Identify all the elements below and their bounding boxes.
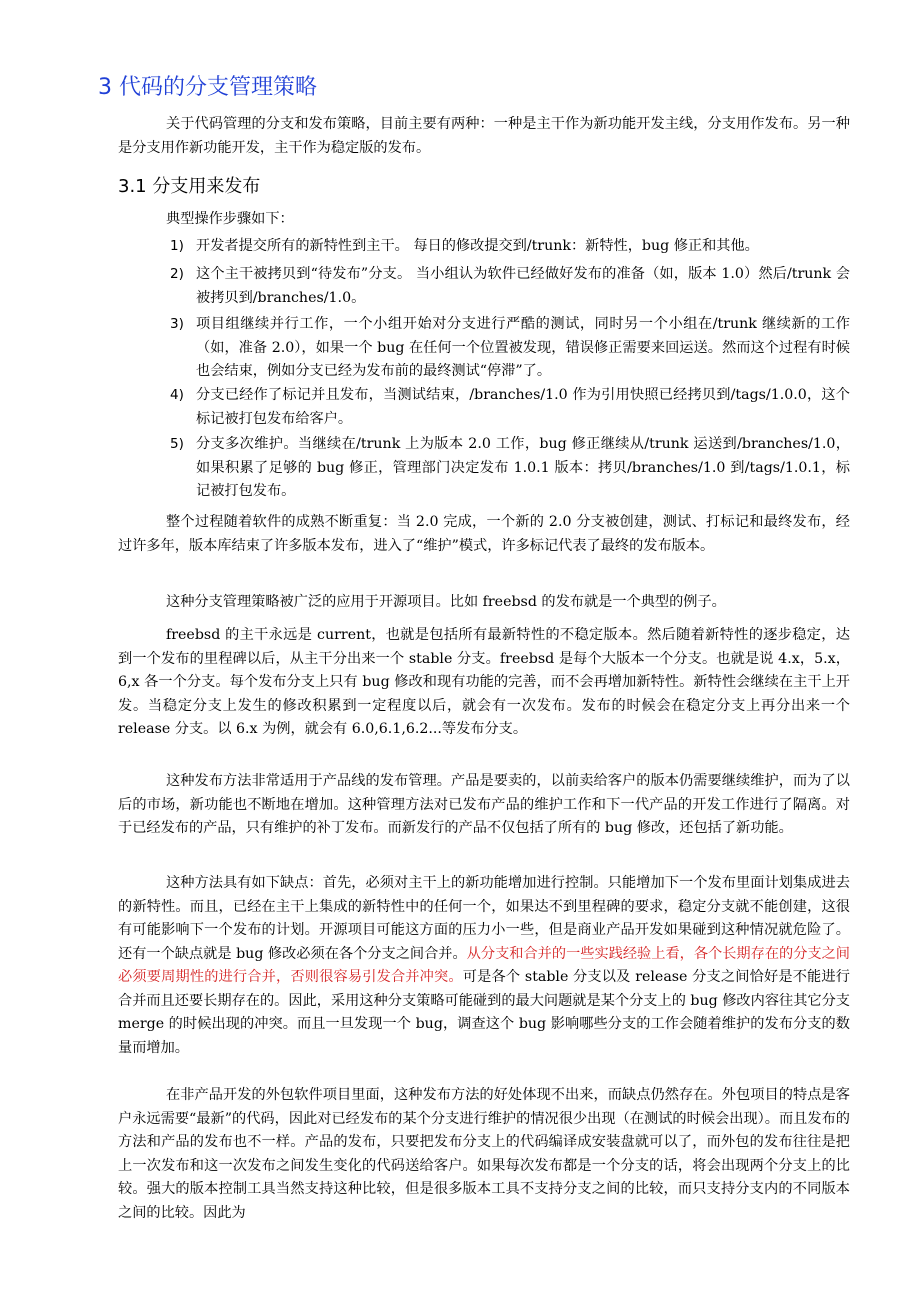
step-number: 4) <box>170 387 184 403</box>
drawback-text-b: 可是各个 stable 分支以及 release 分支之间恰好是不能进行合并而且还要长期存在的。因此，采用这种分支策略可能碰到的最大问题就是某个分支上的 bug 修改内容往其它分支 merge 的时候出现的冲突。而且一旦发现一个 bug，调查这个 bug 影响哪些分支的工作会随着维护的发布分支的数量而增加。 <box>118 969 850 1056</box>
step-number: 5) <box>170 436 184 452</box>
product-paragraph: 这种发布方法非常适用于产品线的发布管理。产品是要卖的，以前卖给客户的版本仍需要继续维护，而为了以后的市场，新功能也不断地在增加。这种管理方法对已发布产品的维护工作和下一代产品的开发工作进行了隔离。对于已经发布的产品，只有维护的补丁发布。而新发行的产品不仅包括了所有的 bug 修改，还包括了新功能。 <box>118 773 850 836</box>
subsection-heading: 3.1 分支用来发布 <box>118 176 261 197</box>
step-item-4 <box>170 384 850 431</box>
step-number: 1) <box>170 238 184 254</box>
step-item-5 <box>170 433 850 504</box>
cycle-paragraph: 整个过程随着软件的成熟不断重复：当 2.0 完成，一个新的 2.0 分支被创建，测试、打标记和最终发布，经过许多年，版本库结束了许多版本发布，进入了“维护”模式，许多标记代表了最终的发布版本。 <box>118 514 850 554</box>
step-number: 2) <box>170 266 184 282</box>
step-text: 分支已经作了标记并且发布，当测试结束，/branches/1.0 作为引用快照已经拷贝到/tags/1.0.0，这个标记被打包发布给客户。 <box>196 387 850 427</box>
drawback-highlight: 从分支和合并的一些实践经验上看，各个长期存在的分支之间必须要周期性的进行合并，否则很容易引发合并冲突。 <box>118 945 850 985</box>
drawback-text-a: 这种方法具有如下缺点：首先，必须对主干上的新功能增加进行控制。只能增加下一个发布里面计划集成进去的新特性。而且，已经在主干上集成的新特性中的任何一个，如果达不到里程碑的要求，稳定分支就不能创建，这很有可能影响下一个发布的计划。开源项目可能这方面的压力小一些，但是商业产品开发如果碰到这种情况就危险了。还有一个缺点就是 bug 修改必须在各个分支之间合并。 <box>118 875 850 962</box>
step-item-1 <box>170 235 850 259</box>
step-item-3 <box>170 313 850 384</box>
outsource-paragraph: 在非产品开发的外包软件项目里面，这种发布方法的好处体现不出来，而缺点仍然存在。外包项目的特点是客户永远需要“最新”的代码，因此对已经发布的某个分支进行维护的情况很少出现（在测试的时候会出现）。而且发布的方法和产品的发布也不一样。产品的发布，只要把发布分支上的代码编译成安装盘就可以了，而外包的发布往往是把上一次发布和这一次发布之间发生变化的代码送给客户。如果每次发布都是一个分支的话，将会出现两个分支上的比较。强大的版本控制工具当然支持这种比较，但是很多版本工具不支持分支之间的比较，而只支持分支内的不同版本之间的比较。因此为 <box>118 1087 850 1221</box>
step-text: 分支多次维护。当继续在/trunk 上为版本 2.0 工作，bug 修正继续从/trunk 运送到/branches/1.0，如果积累了足够的 bug 修正，管理部门决定发布 1.0.1 版本：拷贝/branches/1.0 到/tags/1.0.1，标记被打包发布。 <box>196 436 850 499</box>
opensource-paragraph: 这种分支管理策略被广泛的应用于开源项目。比如 freebsd 的发布就是一个典型的例子。 <box>166 594 726 610</box>
intro-paragraph: 关于代码管理的分支和发布策略，目前主要有两种：一种是主干作为新功能开发主线，分支用作发布。另一种是分支用作新功能开发，主干作为稳定版的发布。 <box>118 116 850 156</box>
step-text: 项目组继续并行工作，一个小组开始对分支进行严酷的测试，同时另一个小组在/trunk 继续新的工作（如，准备 2.0），如果一个 bug 在任何一个位置被发现，错误修正需要来回运送。然而这个过程有时候也会结束，例如分支已经为发布前的最终测试“停滞”了。 <box>196 316 850 379</box>
step-text: 开发者提交所有的新特性到主干。 每日的修改提交到/trunk：新特性，bug 修正和其他。 <box>196 238 759 254</box>
steps-intro: 典型操作步骤如下： <box>166 211 294 227</box>
step-item-2 <box>170 263 850 310</box>
section-heading: 3 代码的分支管理策略 <box>98 75 317 100</box>
freebsd-paragraph: freebsd 的主干永远是 current，也就是包括所有最新特性的不稳定版本。然后随着新特性的逐步稳定，达到一个发布的里程碑以后，从主干分出来一个 stable 分支。freebsd 是每个大版本一个分支。也就是说 4.x，5.x，6,x 各一个分支。每个发布分支上只有 bug 修改和现有功能的完善，而不会再增加新特性。新特性会继续在主干上开发。当稳定分支上发生的修改积累到一定程度以后，就会有一次发布。发布的时候会在稳定分支上再分出来一个 release 分支。以 6.x 为例，就会有 6.0,6.1,6.2...等发布分支。 <box>118 627 850 737</box>
step-text: 这个主干被拷贝到“待发布”分支。 当小组认为软件已经做好发布的准备（如，版本 1.0）然后/trunk 会被拷贝到/branches/1.0。 <box>196 266 850 306</box>
step-number: 3) <box>170 316 184 332</box>
drawback-paragraph <box>118 872 850 1060</box>
